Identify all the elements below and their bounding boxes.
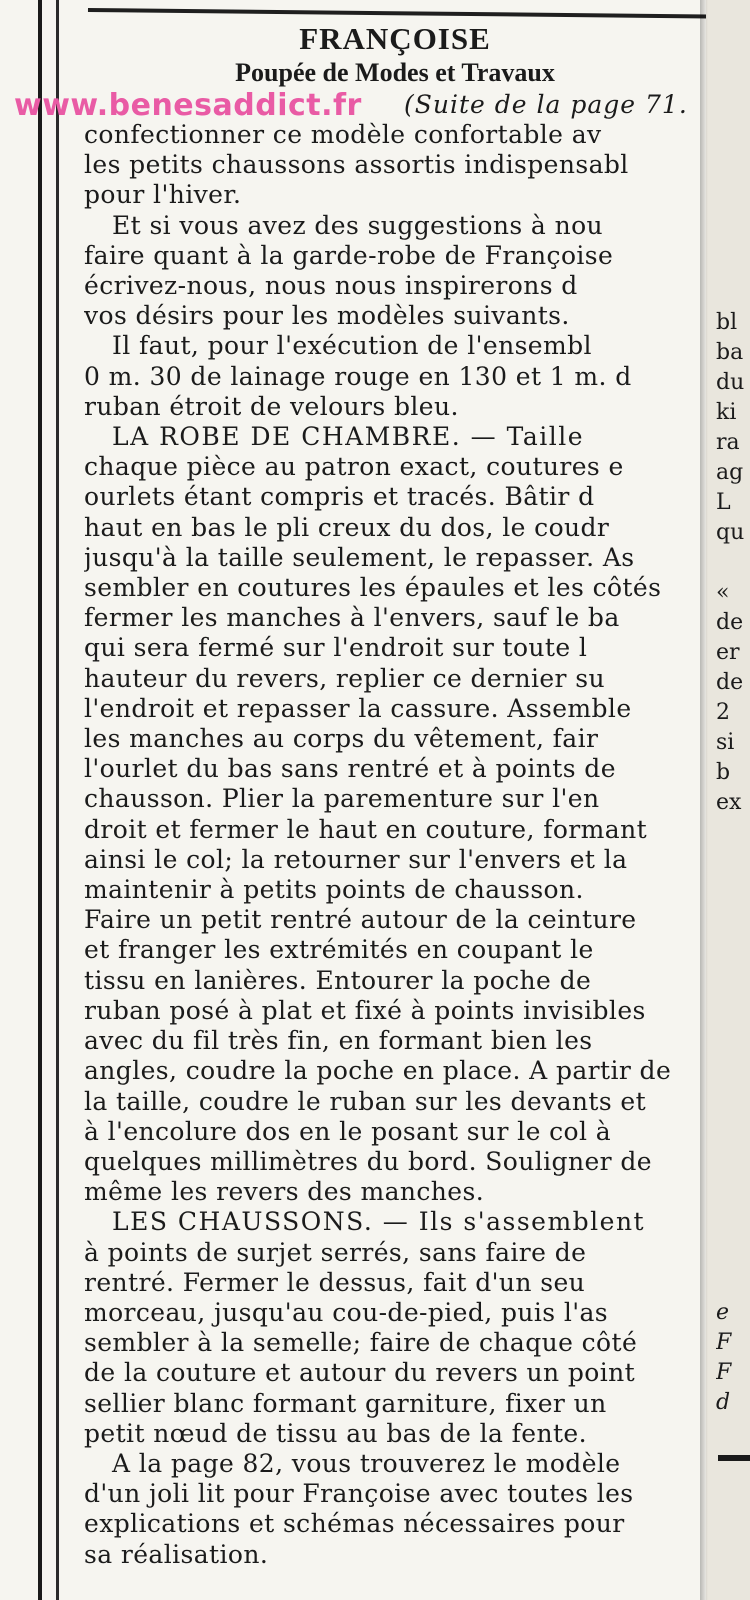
text-line: tissu en lanières. Entourer la poche de: [84, 965, 592, 995]
watermark-line: [14, 88, 706, 123]
text-line: de la couture et autour du revers un point: [84, 1358, 636, 1388]
fragment: e: [716, 1300, 730, 1325]
text-line: sembler à la semelle; faire de chaque côté: [84, 1328, 638, 1358]
fragment: de: [716, 610, 744, 635]
text-line: pour l'hiver.: [84, 180, 242, 210]
fragment: ag: [716, 460, 744, 485]
text-line: jusqu'à la taille seulement, le repasser. As: [84, 542, 635, 572]
text-line: LA ROBE DE CHAMBRE. — Taille: [112, 422, 585, 452]
text-line: même les revers des manches.: [84, 1177, 485, 1207]
text-line: maintenir à petits points de chausson.: [84, 875, 584, 905]
left-column-rule: [38, 0, 42, 1600]
text-line: sembler en coutures les épaules et les côtés: [84, 573, 662, 603]
text-line: ruban posé à plat et fixé à points invisibles: [84, 995, 646, 1025]
fragment: [716, 548, 750, 578]
adjacent-column-fragments-lower: [716, 1298, 750, 1418]
paragraph-intro: [84, 120, 706, 211]
adjacent-column-fragments-upper: [716, 308, 750, 818]
text-line: chaque pièce au patron exact, coutures e: [84, 452, 624, 482]
fragment: ba: [716, 340, 744, 365]
text-line: 0 m. 30 de lainage rouge en 130 et 1 m. d: [84, 361, 632, 391]
text-line: faire quant à la garde-robe de Françoise: [84, 240, 614, 270]
fragment: ki: [716, 400, 737, 425]
text-line: ruban étroit de velours bleu.: [84, 391, 459, 421]
text-line: hauteur du revers, replier ce dernier su: [84, 663, 605, 693]
text-line: fermer les manches à l'envers, sauf le ba: [84, 603, 620, 633]
fragment: qu: [716, 520, 745, 545]
paragraph-page-82: [84, 1449, 706, 1570]
fragment: L: [716, 490, 731, 515]
text-line: sellier blanc formant garniture, fixer un: [84, 1388, 607, 1418]
fragment: «: [716, 580, 730, 605]
fragment: er: [716, 640, 740, 665]
text-line: les petits chaussons assortis indispensabl: [84, 150, 629, 180]
article-subtitle: Poupée de Modes et Travaux: [235, 58, 555, 87]
text-line: A la page 82, vous trouverez le modèle: [112, 1448, 621, 1478]
text-line: LES CHAUSSONS. — Ils s'assemblent: [112, 1207, 646, 1237]
text-line: l'ourlet du bas sans rentré et à points de: [84, 754, 616, 784]
text-line: explications et schémas nécessaires pour: [84, 1509, 625, 1539]
article-title: FRANÇOISE: [299, 21, 491, 56]
fragment: b: [716, 760, 731, 785]
site-watermark: www.benesaddict.fr: [14, 88, 362, 123]
text-line: à l'encolure dos en le posant sur le col à: [84, 1116, 612, 1146]
text-line: sa réalisation.: [84, 1539, 269, 1569]
fragment: de: [716, 670, 744, 695]
text-line: confectionner ce modèle confortable av: [84, 120, 602, 149]
left-column-rule-inner: [56, 0, 59, 1600]
text-line: chausson. Plier la parementure sur l'en: [84, 784, 600, 814]
text-line: qui sera fermé sur l'endroit sur toute l: [84, 633, 588, 663]
text-line: vos désirs pour les modèles suivants.: [84, 301, 570, 331]
text-line: Faire un petit rentré autour de la ceinture: [84, 905, 637, 935]
text-line: la taille, coudre le ruban sur les devants et: [84, 1086, 647, 1116]
text-line: angles, coudre la poche en place. A partir de: [84, 1056, 672, 1086]
text-line: morceau, jusqu'au cou-de-pied, puis l'as: [84, 1297, 609, 1327]
text-line: Il faut, pour l'exécution de l'ensembl: [112, 331, 592, 361]
fragment: bl: [716, 310, 738, 335]
column-divider-mark: [718, 1455, 750, 1461]
text-line: avec du fil très fin, en formant bien les: [84, 1026, 593, 1056]
fragment: du: [716, 370, 745, 395]
text-line: haut en bas le pli creux du dos, le coudr: [84, 512, 610, 542]
paragraph-materials: [84, 331, 706, 422]
fragment: 2: [716, 700, 730, 725]
text-line: quelques millimètres du bord. Souligner de: [84, 1146, 652, 1176]
text-line: ainsi le col; la retourner sur l'envers et la: [84, 844, 628, 874]
text-line: l'endroit et repasser la cassure. Assemble: [84, 693, 632, 723]
continued-from-note: (Suite de la page 71.: [404, 90, 688, 119]
fragment: ex: [716, 790, 742, 815]
text-line: et franger les extrémités en coupant le: [84, 935, 594, 965]
fragment: F: [716, 1360, 732, 1385]
text-line: ourlets étant compris et tracés. Bâtir d: [84, 482, 595, 512]
text-line: les manches au corps du vêtement, fair: [84, 724, 599, 754]
fragment: F: [716, 1330, 732, 1355]
text-line: écrivez-nous, nous nous inspirerons d: [84, 271, 578, 301]
fragment: si: [716, 730, 735, 755]
text-line: d'un joli lit pour Françoise avec toutes les: [84, 1479, 634, 1509]
text-line: droit et fermer le haut en couture, formant: [84, 814, 648, 844]
text-line: à points de surjet serrés, sans faire de: [84, 1237, 587, 1267]
fragment: ra: [716, 430, 740, 455]
paragraph-suggestions: [84, 211, 706, 332]
fragment: d: [716, 1390, 731, 1415]
article: [14, 16, 706, 1570]
text-line: Et si vous avez des suggestions à nou: [112, 210, 604, 240]
text-line: petit nœud de tissu au bas de la fente.: [84, 1418, 587, 1448]
paragraph-chaussons: [84, 1207, 706, 1449]
text-line: rentré. Fermer le dessus, fait d'un seu: [84, 1267, 586, 1297]
paragraph-robe-de-chambre: [84, 422, 706, 1207]
